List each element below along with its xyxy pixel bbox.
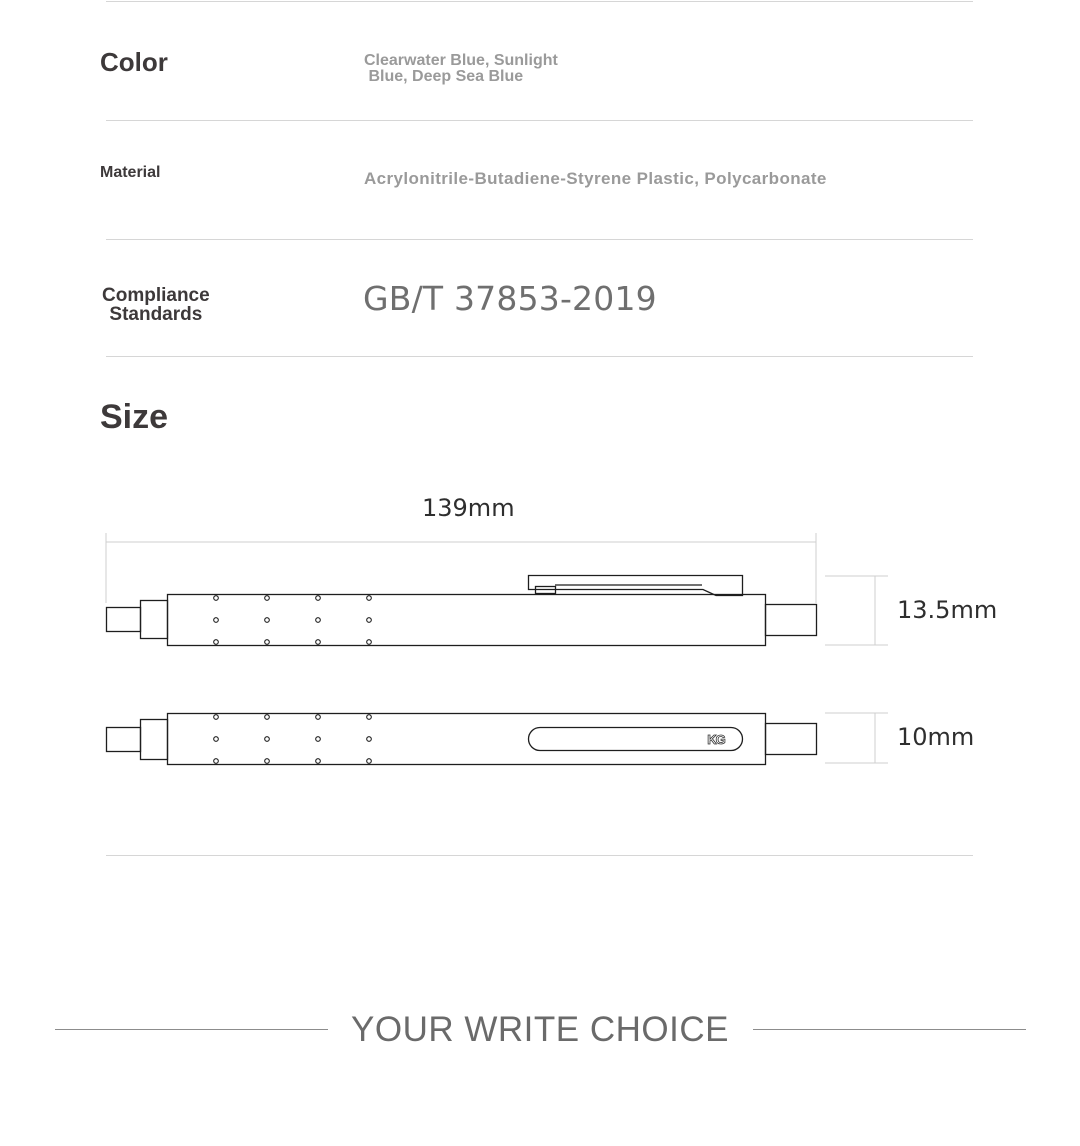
kg-logo-text: KG (707, 732, 725, 747)
color-label: Color (100, 47, 168, 77)
pen-side-view (107, 576, 817, 646)
footer-rule-right (753, 1029, 1026, 1030)
height-value: 13.5mm (897, 596, 998, 624)
width-value: 10mm (897, 723, 975, 751)
compliance-label: Compliance Standards (102, 285, 210, 325)
material-value: Acrylonitrile-Butadiene-Styrene Plastic, Polycarbonate (364, 169, 827, 188)
grip-dots (214, 596, 372, 645)
width-dimension-line (825, 713, 888, 763)
compliance-value: GB/T 37853-2019 (363, 279, 657, 318)
material-label: Material (100, 164, 161, 181)
height-dimension-line (825, 576, 888, 645)
length-value: 139mm (422, 494, 515, 522)
grip-dots (214, 715, 372, 764)
footer-tagline: YOUR WRITE CHOICE (351, 1010, 729, 1049)
size-heading: Size (100, 398, 169, 436)
color-value: Clearwater Blue, Sunlight Blue, Deep Sea Blue (364, 52, 558, 85)
